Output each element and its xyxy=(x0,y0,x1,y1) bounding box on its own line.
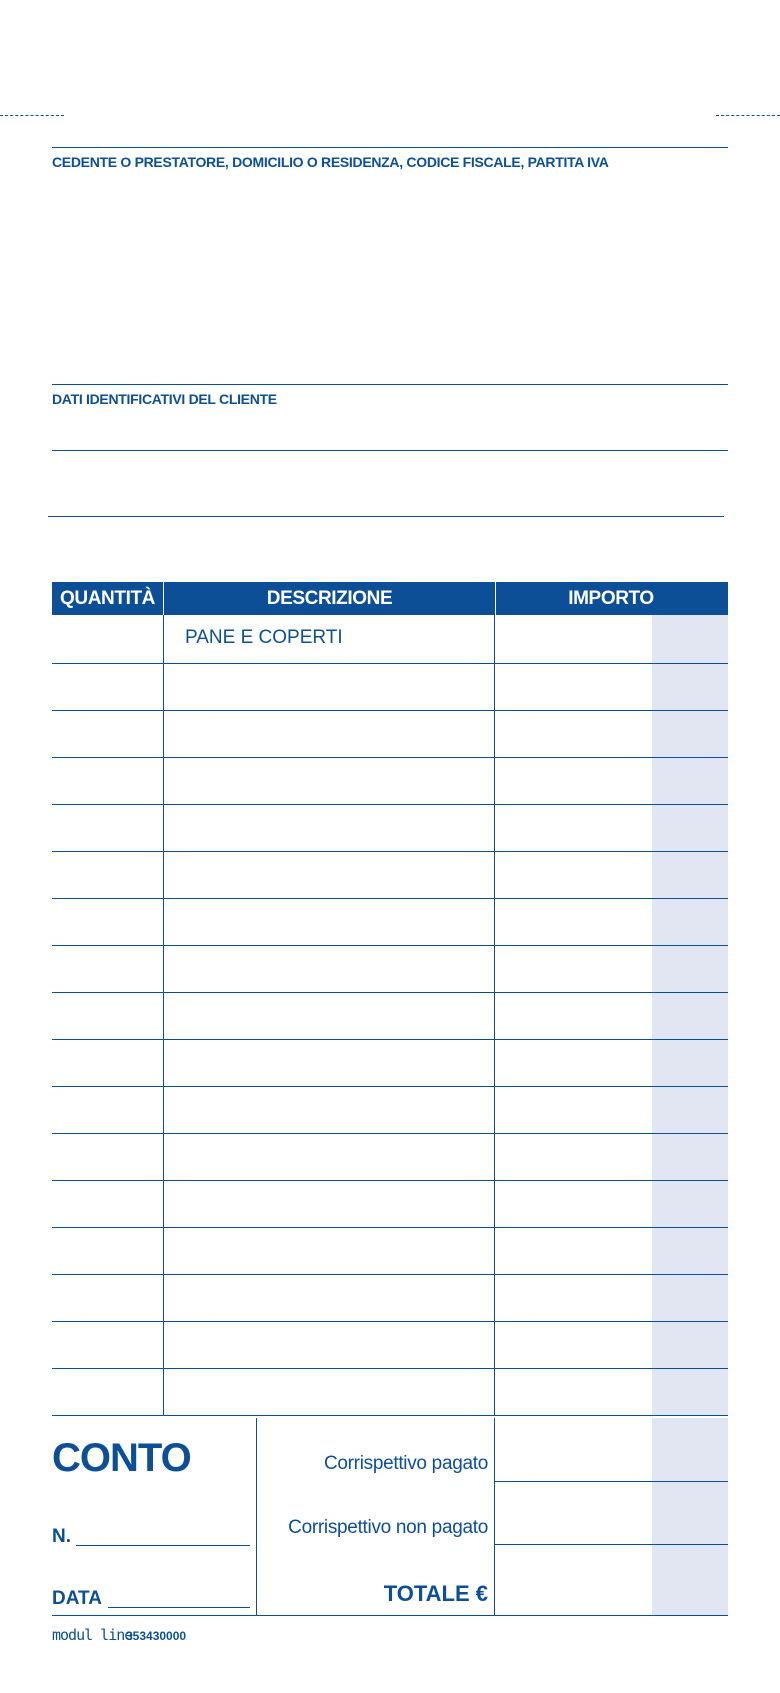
descrizione-cell[interactable] xyxy=(163,1369,495,1415)
descrizione-cell[interactable] xyxy=(163,1228,495,1274)
descrizione-cell[interactable] xyxy=(163,805,495,851)
header-quantita: QUANTITÀ xyxy=(60,588,155,609)
importo-cell[interactable] xyxy=(494,1369,652,1415)
table-row xyxy=(52,1322,728,1369)
importo-decimal-cell[interactable] xyxy=(652,1369,728,1415)
totals-shade-column xyxy=(652,1418,728,1616)
importo-decimal-cell[interactable] xyxy=(652,664,728,710)
descrizione-cell[interactable] xyxy=(163,899,495,945)
table-row xyxy=(52,899,728,946)
importo-cell[interactable] xyxy=(494,615,652,663)
corrispettivo-non-pagato-label: Corrispettivo non pagato xyxy=(288,1517,488,1538)
header-importo: IMPORTO xyxy=(568,588,654,609)
totale-label: TOTALE € xyxy=(383,1581,488,1606)
descrizione-cell[interactable] xyxy=(163,1040,495,1086)
totals-line-2 xyxy=(494,1544,728,1545)
importo-cell[interactable] xyxy=(494,664,652,710)
quantita-cell[interactable] xyxy=(52,805,164,851)
descrizione-cell[interactable] xyxy=(163,852,495,898)
descrizione-cell[interactable] xyxy=(163,664,495,710)
descrizione-cell[interactable] xyxy=(163,993,495,1039)
importo-decimal-cell[interactable] xyxy=(652,1134,728,1180)
table-row xyxy=(52,711,728,758)
importo-cell[interactable] xyxy=(494,1040,652,1086)
corrispettivo-pagato-label: Corrispettivo pagato xyxy=(323,1453,488,1474)
descrizione-cell[interactable] xyxy=(163,1181,495,1227)
conto-title: CONTO xyxy=(52,1436,191,1480)
cliente-top-line xyxy=(52,384,728,385)
quantita-cell[interactable] xyxy=(52,993,164,1039)
importo-decimal-cell[interactable] xyxy=(652,805,728,851)
quantita-cell[interactable] xyxy=(52,1087,164,1133)
descrizione-cell[interactable] xyxy=(163,615,495,663)
importo-decimal-cell[interactable] xyxy=(652,758,728,804)
importo-decimal-cell[interactable] xyxy=(652,1040,728,1086)
quantita-cell[interactable] xyxy=(52,758,164,804)
totals-line-1 xyxy=(494,1481,728,1482)
cliente-label: DATI IDENTIFICATIVI DEL CLIENTE xyxy=(52,391,277,407)
quantita-cell[interactable] xyxy=(52,711,164,757)
table-row xyxy=(52,993,728,1040)
quantita-cell[interactable] xyxy=(52,946,164,992)
quantita-cell[interactable] xyxy=(52,1228,164,1274)
importo-decimal-cell[interactable] xyxy=(652,1322,728,1368)
table-row xyxy=(52,852,728,899)
descrizione-text: PANE E COPERTI xyxy=(185,627,343,648)
table-row xyxy=(52,1228,728,1275)
importo-cell[interactable] xyxy=(494,711,652,757)
table-row xyxy=(52,805,728,852)
table-row xyxy=(52,1369,728,1416)
descrizione-cell[interactable] xyxy=(163,1322,495,1368)
cedente-top-line xyxy=(52,147,728,148)
quantita-cell[interactable] xyxy=(52,615,164,663)
importo-cell[interactable] xyxy=(494,1322,652,1368)
table-row xyxy=(52,946,728,993)
totals-section xyxy=(52,1418,728,1616)
footer-bottom-line xyxy=(52,1615,728,1616)
brand-logo: modul line xyxy=(52,1626,133,1644)
cedente-label: CEDENTE O PRESTATORE, DOMICILIO O RESIDENZA, CODICE FISCALE, PARTITA IVA xyxy=(52,154,609,170)
data-label: DATA xyxy=(52,1588,102,1609)
quantita-cell[interactable] xyxy=(52,1369,164,1415)
quantita-cell[interactable] xyxy=(52,1040,164,1086)
quantita-cell[interactable] xyxy=(52,1181,164,1227)
data-field[interactable] xyxy=(108,1607,250,1608)
descrizione-cell[interactable] xyxy=(163,1275,495,1321)
table-row xyxy=(52,1275,728,1322)
importo-cell[interactable] xyxy=(494,758,652,804)
importo-decimal-cell[interactable] xyxy=(652,615,728,663)
importo-decimal-cell[interactable] xyxy=(652,993,728,1039)
importo-decimal-cell[interactable] xyxy=(652,1275,728,1321)
table-header xyxy=(52,582,728,615)
numero-field[interactable] xyxy=(76,1545,250,1546)
cliente-line-2 xyxy=(48,516,724,517)
quantita-cell[interactable] xyxy=(52,852,164,898)
cliente-line-1 xyxy=(52,450,728,451)
importo-cell[interactable] xyxy=(494,1087,652,1133)
importo-cell[interactable] xyxy=(494,852,652,898)
importo-decimal-cell[interactable] xyxy=(652,711,728,757)
table-row xyxy=(52,1134,728,1181)
table-body xyxy=(52,615,728,1416)
importo-cell[interactable] xyxy=(494,1181,652,1227)
importo-cell[interactable] xyxy=(494,993,652,1039)
tear-line-left xyxy=(0,115,64,116)
tear-line-right xyxy=(716,115,780,116)
importo-cell[interactable] xyxy=(494,1275,652,1321)
descrizione-cell[interactable] xyxy=(163,758,495,804)
importo-decimal-cell[interactable] xyxy=(652,1181,728,1227)
table-row xyxy=(52,1181,728,1228)
descrizione-cell[interactable] xyxy=(163,711,495,757)
importo-decimal-cell[interactable] xyxy=(652,899,728,945)
quantita-cell[interactable] xyxy=(52,1134,164,1180)
descrizione-cell[interactable] xyxy=(163,1087,495,1133)
importo-decimal-cell[interactable] xyxy=(652,1087,728,1133)
importo-cell[interactable] xyxy=(494,899,652,945)
quantita-cell[interactable] xyxy=(52,1275,164,1321)
quantita-cell[interactable] xyxy=(52,1322,164,1368)
descrizione-cell[interactable] xyxy=(163,1134,495,1180)
importo-cell[interactable] xyxy=(494,805,652,851)
table-row xyxy=(52,1087,728,1134)
importo-decimal-cell[interactable] xyxy=(652,852,728,898)
items-table xyxy=(52,582,728,1416)
quantita-cell[interactable] xyxy=(52,664,164,710)
importo-cell[interactable] xyxy=(494,1134,652,1180)
table-row xyxy=(52,615,728,664)
header-descrizione: DESCRIZIONE xyxy=(163,582,496,615)
importo-decimal-cell[interactable] xyxy=(652,1228,728,1274)
table-row xyxy=(52,664,728,711)
numero-label: N. xyxy=(52,1526,71,1547)
table-row xyxy=(52,1040,728,1087)
importo-cell[interactable] xyxy=(494,946,652,992)
importo-cell[interactable] xyxy=(494,1228,652,1274)
quantita-cell[interactable] xyxy=(52,899,164,945)
descrizione-cell[interactable] xyxy=(163,946,495,992)
importo-decimal-cell[interactable] xyxy=(652,946,728,992)
table-row xyxy=(52,758,728,805)
footer-divider-right xyxy=(494,1418,495,1616)
form-code: 353430000 xyxy=(126,1629,187,1643)
